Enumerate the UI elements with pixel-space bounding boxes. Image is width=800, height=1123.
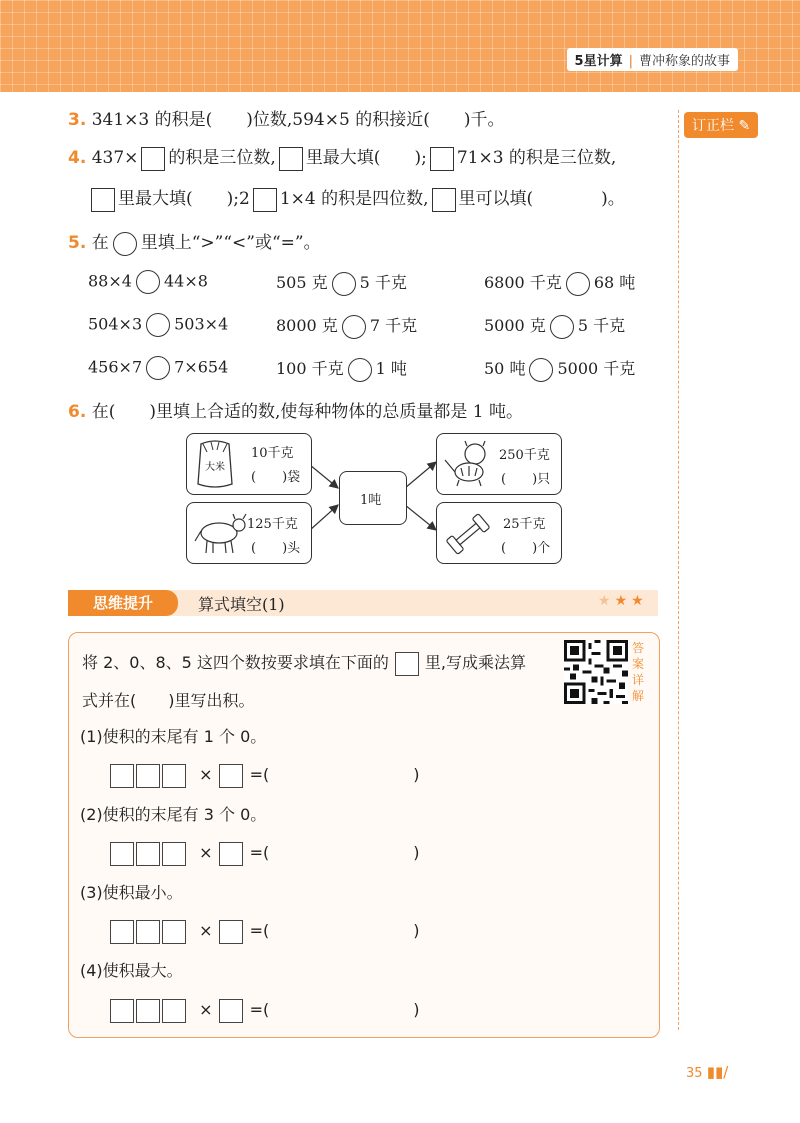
compare-item: 8000 克 7 千克 bbox=[276, 313, 417, 339]
rice-bag-icon bbox=[195, 438, 235, 490]
digit-box[interactable] bbox=[162, 842, 186, 866]
digit-box[interactable] bbox=[219, 764, 243, 788]
answer-blank[interactable]: ( )袋 bbox=[251, 470, 301, 485]
question-text: 341×3 的积是( )位数,594×5 的积接近( )千。 bbox=[91, 110, 505, 130]
weight-label: 10千克 bbox=[251, 446, 294, 461]
text: 的积是三位数, bbox=[168, 148, 276, 168]
compare-item: 6800 千克 68 吨 bbox=[484, 270, 635, 296]
equation-row: × =( ) bbox=[110, 918, 420, 944]
equation-row: × =( ) bbox=[110, 762, 420, 788]
tiger-box bbox=[436, 433, 562, 495]
digit-box[interactable] bbox=[162, 999, 186, 1023]
svg-text:大米: 大米 bbox=[205, 462, 225, 473]
equation-row: × =( ) bbox=[110, 840, 420, 866]
qr-code-icon[interactable] bbox=[564, 640, 628, 704]
total-weight-box bbox=[339, 471, 407, 525]
product-blank[interactable]: =( ) bbox=[249, 921, 420, 940]
tiger-icon bbox=[441, 438, 497, 490]
compare-item: 505 克 5 千克 bbox=[276, 270, 407, 296]
digit-box[interactable] bbox=[110, 842, 134, 866]
star-icon: ★ bbox=[614, 593, 632, 609]
section-title: 算式填空(1) bbox=[198, 595, 285, 614]
digit-box[interactable] bbox=[162, 764, 186, 788]
pencil-icon: ✎ bbox=[738, 118, 751, 134]
question-text: 在( )里填上合适的数,使每种物体的总质量都是 1 吨。 bbox=[91, 402, 523, 422]
cow-icon bbox=[193, 511, 251, 557]
box-symbol bbox=[395, 652, 419, 676]
text: 437× bbox=[91, 148, 139, 168]
digit-box[interactable] bbox=[136, 999, 160, 1023]
difficulty-stars bbox=[598, 593, 648, 609]
product-blank[interactable]: =( ) bbox=[249, 765, 420, 784]
cow-box bbox=[186, 502, 312, 564]
text: 在 bbox=[91, 233, 109, 253]
total-weight-label: 1吨 bbox=[360, 493, 382, 508]
question-number: 3. bbox=[68, 110, 87, 130]
book-title: 5星计算 bbox=[574, 54, 623, 69]
answer-explanation-label[interactable]: 答案详解 bbox=[632, 641, 645, 703]
question-number: 4. bbox=[68, 148, 87, 168]
digit-box[interactable] bbox=[136, 764, 160, 788]
product-blank[interactable]: =( ) bbox=[249, 1000, 420, 1019]
dumbbell-box bbox=[436, 502, 562, 564]
section-label: 思维提升 bbox=[68, 590, 178, 616]
equation-row: × =( ) bbox=[110, 997, 420, 1023]
compare-item: 100 千克 1 吨 bbox=[276, 356, 407, 382]
text: 1×4 的积是四位数, bbox=[279, 189, 429, 209]
weight-label: 25千克 bbox=[503, 517, 546, 532]
digit-box[interactable] bbox=[219, 920, 243, 944]
sub-question-label: (2)使积的末尾有 3 个 0。 bbox=[80, 805, 267, 824]
digit-box[interactable] bbox=[136, 920, 160, 944]
digit-box[interactable] bbox=[219, 842, 243, 866]
sub-question-label: (4)使积最大。 bbox=[80, 961, 183, 980]
digit-box[interactable] bbox=[110, 920, 134, 944]
question-number: 5. bbox=[68, 233, 87, 253]
star-icon: ★ bbox=[598, 593, 615, 609]
chapter-title: 曹冲称象的故事 bbox=[638, 54, 730, 69]
rice-bag-box bbox=[186, 433, 312, 495]
thinking-intro-line2: 式并在( )里写出积。 bbox=[82, 691, 255, 710]
dumbbell-icon bbox=[443, 511, 493, 557]
revision-label: 订正栏 ✎ bbox=[684, 112, 758, 138]
text: 里填上“>”“<”或“=”。 bbox=[140, 233, 321, 253]
compare-item: 504×3 503×4 bbox=[88, 313, 228, 337]
compare-item: 5000 克 5 千克 bbox=[484, 313, 625, 339]
thinking-intro-line1: 将 2、0、8、5 这四个数按要求填在下面的 里,写成乘法算 bbox=[82, 650, 526, 676]
text: 71×3 的积是三位数, bbox=[456, 148, 617, 168]
digit-box[interactable] bbox=[110, 999, 134, 1023]
answer-blank[interactable]: ( )只 bbox=[501, 472, 551, 487]
digit-box[interactable] bbox=[219, 999, 243, 1023]
digit-box[interactable] bbox=[162, 920, 186, 944]
question-number: 6. bbox=[68, 402, 87, 422]
weight-label: 125千克 bbox=[247, 517, 298, 532]
weight-label: 250千克 bbox=[499, 448, 550, 463]
sub-question-label: (3)使积最小。 bbox=[80, 883, 183, 902]
books-icon: ▮▮/ bbox=[706, 1063, 729, 1081]
digit-box[interactable] bbox=[110, 764, 134, 788]
digit-box[interactable] bbox=[136, 842, 160, 866]
page-number: 35 ▮▮/ bbox=[686, 1063, 729, 1081]
text: 里最大填( ); bbox=[305, 148, 427, 168]
compare-item: 50 吨 5000 千克 bbox=[484, 356, 635, 382]
sub-question-label: (1)使积的末尾有 1 个 0。 bbox=[80, 727, 267, 746]
answer-blank[interactable]: ( )头 bbox=[251, 541, 301, 556]
star-icon: ★ bbox=[631, 593, 648, 609]
compare-item: 88×4 44×8 bbox=[88, 270, 208, 294]
section-tag: 5星计算 | 曹冲称象的故事 bbox=[567, 48, 738, 71]
product-blank[interactable]: =( ) bbox=[249, 843, 420, 862]
text: 里最大填( );2 bbox=[118, 189, 250, 209]
text: 里可以填( )。 bbox=[458, 189, 625, 209]
answer-blank[interactable]: ( )个 bbox=[501, 541, 551, 556]
compare-item: 456×7 7×654 bbox=[88, 356, 228, 380]
